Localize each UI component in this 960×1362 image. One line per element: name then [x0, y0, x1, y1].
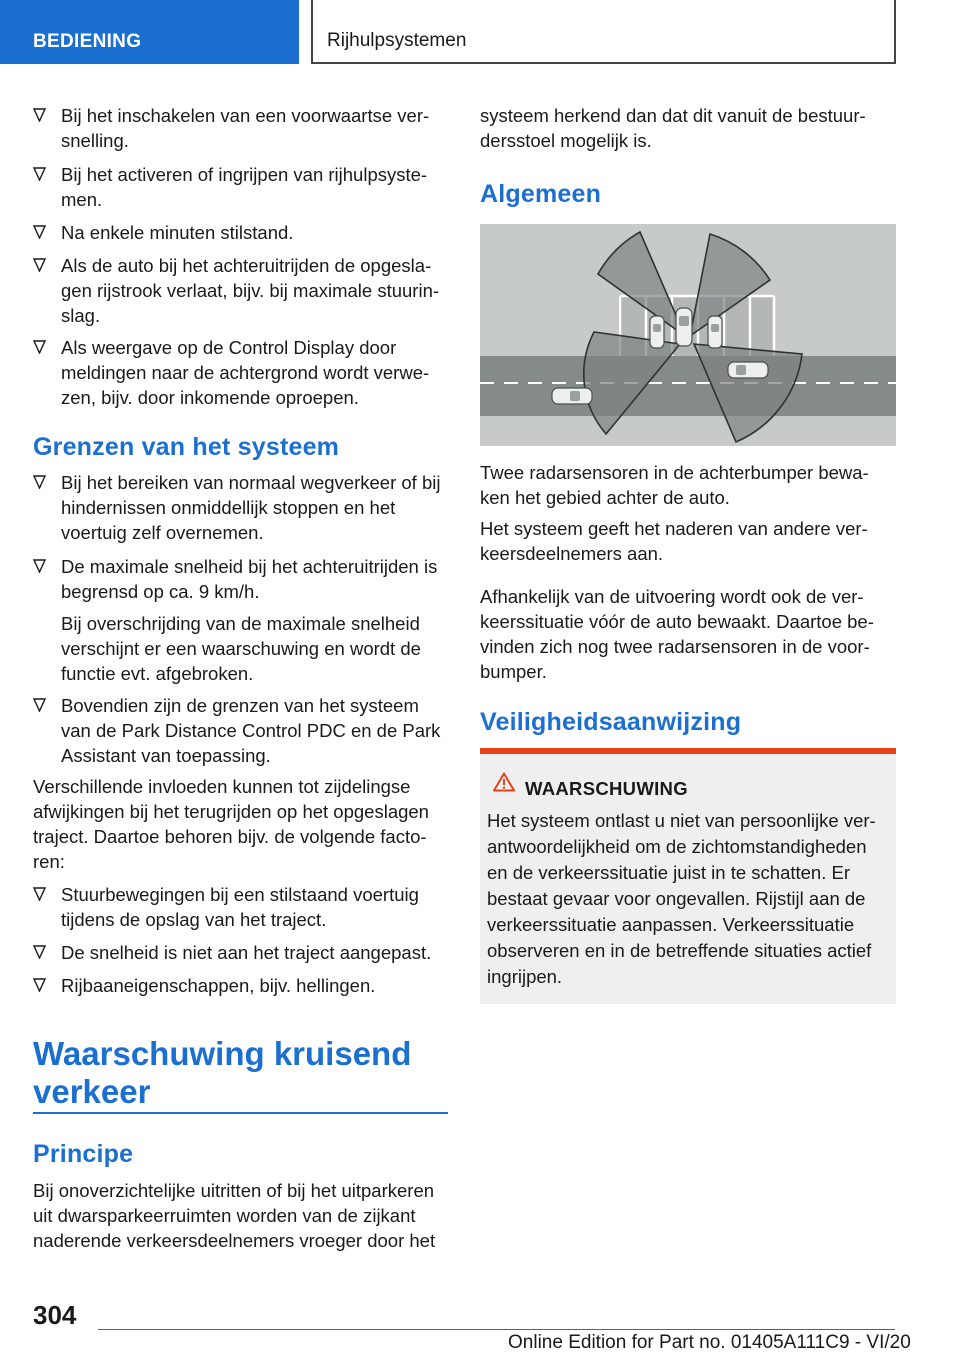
warning-text: Het systeem ontlast u niet van persoonlijke ver-antwoordelijkheid om de zichtomstandigheden en de verkeerssituatie juist in te schatten. Er bestaat gevaar voor ongevallen. Rijstijl aan de verkeerssituatie aanpassen. Verkeerssituatie observeren en in de betreffende situaties actief ingrijpen.: [487, 810, 876, 987]
list-item-text: De snelheid is niet aan het traject aangepast.: [61, 942, 432, 963]
list-item-text: Na enkele minuten stilstand.: [61, 222, 294, 243]
bullet-triangle-icon: [33, 945, 46, 959]
section-title: BEDIENING: [33, 31, 142, 52]
footer-edition: Online Edition for Part no. 01405A111C9 - VI/20: [508, 1332, 911, 1353]
heading-veiligheid: Veiligheidsaanwijzing: [480, 708, 742, 736]
paragraph-sensors: Twee radarsensoren in de achterbumper bewa-ken het gebied achter de auto.: [480, 462, 869, 508]
list-item-text: Als de auto bij het achteruitrijden de opgesla-gen rijstrook verlaat, bijv. bij maximale stuurin-slag.: [61, 255, 440, 326]
list-item-text: De maximale snelheid bij het achteruitrijden is begrensd op ca. 9 km/h.: [61, 556, 438, 602]
sub-paragraph: Bij overschrijding van de maximale snelheid verschijnt er een waarschuwing en wordt de functie evt. afgebroken.: [61, 613, 421, 684]
page-number: 304: [33, 1300, 77, 1330]
cross-traffic-figure: [480, 224, 896, 446]
warning-bar: [480, 748, 896, 754]
warning-box: [480, 748, 896, 1004]
list-item-text: Rijbaaneigenschappen, bijv. hellingen.: [61, 975, 376, 996]
heading-principe: Principe: [33, 1140, 134, 1168]
list-item-text: Bij het inschakelen van een voorwaartse ver-snelling.: [61, 105, 430, 151]
paragraph-front: Afhankelijk van de uitvoering wordt ook de ver-keerssituatie vóór de auto bewaakt. Daartoe be-vinden zich nog twee radarsensoren in de voor-bumper.: [480, 586, 874, 682]
bullet-triangle-icon: [33, 475, 46, 489]
chapter-tab: [311, 0, 896, 64]
bullet-triangle-icon: [33, 167, 46, 181]
bullet-triangle-icon: [33, 108, 46, 122]
paragraph-principe: Bij onoverzichtelijke uitritten of bij het uitparkeren uit dwarsparkeerruimten worden van de zijkant naderende verkeersdeelnemers vroeger door het: [33, 1180, 436, 1251]
chapter-heading: Waarschuwing kruisend verkeer: [33, 1035, 412, 1110]
section-tab: [0, 0, 299, 64]
warning-title: WAARSCHUWING: [525, 778, 688, 799]
warning-triangle-icon: [493, 772, 515, 792]
bullet-triangle-icon: [33, 340, 46, 354]
list-item-text: Als weergave op de Control Display door meldingen naar de achtergrond wordt verwe-zen, bijv. door inkomende oproepen.: [61, 337, 430, 408]
footer-divider: [98, 1329, 895, 1330]
list-item-text: Bij het activeren of ingrijpen van rijhulpsyste-men.: [61, 164, 428, 210]
heading-algemeen: Algemeen: [480, 180, 602, 208]
bullet-triangle-icon: [33, 225, 46, 239]
chapter-title: Rijhulpsystemen: [327, 30, 467, 51]
list-item-text: Bij het bereiken van normaal wegverkeer of bij hindernissen onmiddellijk stoppen en het voertuig zelf overnemen.: [61, 472, 441, 543]
bullet-triangle-icon: [33, 887, 46, 901]
heading-divider: [33, 1112, 448, 1114]
paragraph-system: Het systeem geeft het naderen van andere ver-keersdeelnemers aan.: [480, 518, 868, 564]
paragraph-invloeden: Verschillende invloeden kunnen tot zijdelingse afwijkingen bij het terugrijden op het opgeslagen traject. Daartoe behoren bijv. de volgende facto-ren:: [33, 776, 429, 872]
list-item-text: Bovendien zijn de grenzen van het systeem van de Park Distance Control PDC en de Park Assistant van toepassing.: [61, 695, 441, 766]
paragraph-continued: systeem herkend dan dat dit vanuit de bestuur-dersstoel mogelijk is.: [480, 105, 866, 151]
bullet-triangle-icon: [33, 258, 46, 272]
bullet-triangle-icon: [33, 698, 46, 712]
list-item-text: Stuurbewegingen bij een stilstaand voertuig tijdens de opslag van het traject.: [61, 884, 419, 930]
heading-grenzen: Grenzen van het systeem: [33, 433, 340, 461]
bullet-triangle-icon: [33, 559, 46, 573]
bullet-triangle-icon: [33, 978, 46, 992]
